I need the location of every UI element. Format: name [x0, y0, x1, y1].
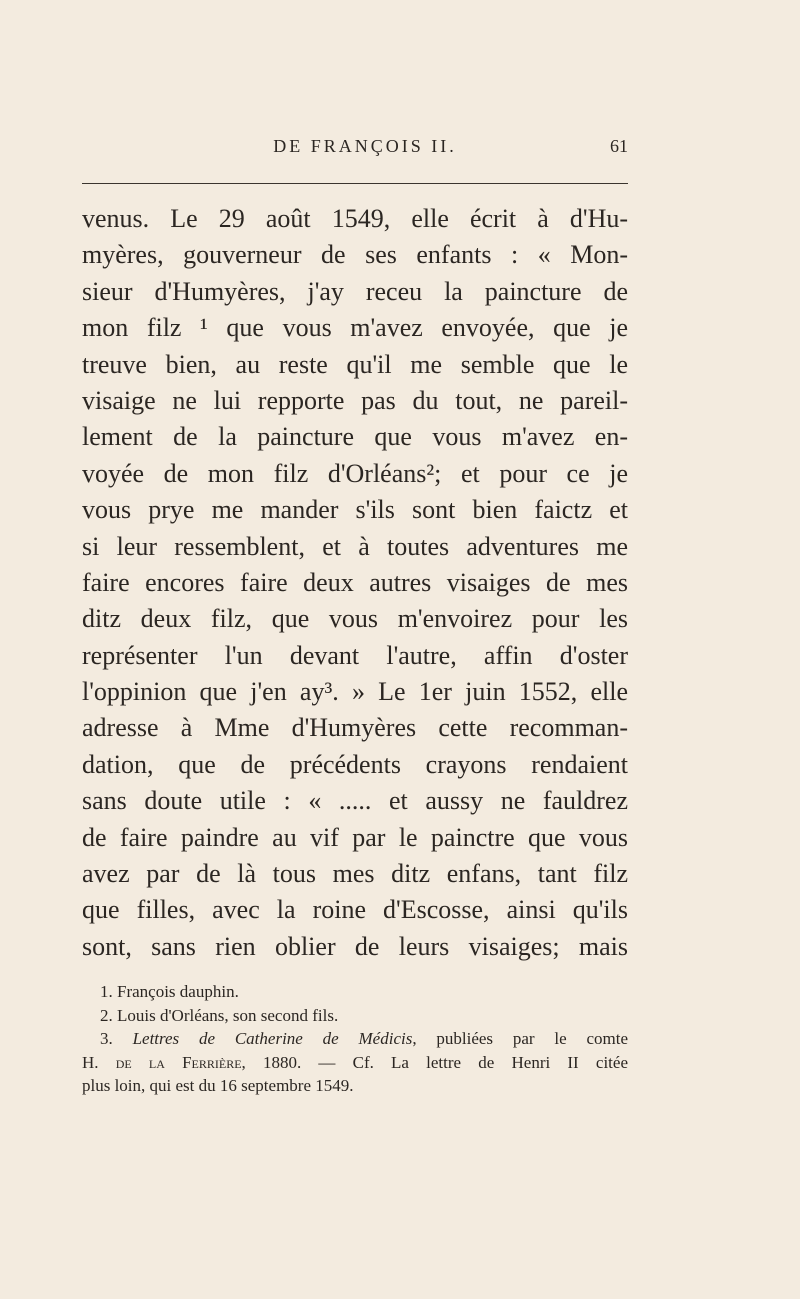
body-line: de faire paindre au vif par le painctre que vous: [82, 822, 628, 852]
footnote-3-author: de la Ferrière: [115, 1052, 242, 1072]
footnote-3-line-1: [82, 1027, 628, 1051]
body-text: [82, 201, 628, 965]
footnote-3-text-a: , publiées par le comte: [412, 1029, 629, 1049]
body-line: représenter l'un devant l'autre, affin d'oster: [82, 640, 628, 670]
header-rule: [82, 183, 628, 184]
body-line: si leur ressemblent, et à toutes adventures me: [82, 531, 628, 561]
footnote-3-book-title: Lettres de Catherine de Médicis: [132, 1029, 413, 1049]
body-line: l'oppinion que j'en ay³. » Le 1er juin 1552, elle: [82, 677, 628, 707]
body-line: adresse à Mme d'Humyères cette recomman-: [82, 713, 628, 743]
body-line: sans doute utile : « ..... et aussy ne fauldrez: [82, 786, 628, 816]
footnotes: [82, 980, 628, 1098]
body-line: vous prye me mander s'ils sont bien faictz et: [82, 495, 628, 525]
body-line: ditz deux filz, que vous m'envoirez pour les: [82, 604, 628, 634]
body-line: sont, sans rien oblier de leurs visaiges; mais: [82, 931, 628, 961]
footnote-2: 2. Louis d'Orléans, son second fils.: [100, 1005, 339, 1025]
body-line: visaige ne lui repporte pas du tout, ne pareil-: [82, 385, 628, 415]
body-line: mon filz ¹ que vous m'avez envoyée, que je: [82, 313, 628, 343]
body-line: voyée de mon filz d'Orléans²; et pour ce je: [82, 458, 628, 488]
footnote-3-line-3: plus loin, qui est du 16 septembre 1549.: [82, 1076, 354, 1096]
footnote-3-line-2: [82, 1051, 628, 1075]
body-line: que filles, avec la roine d'Escosse, ainsi qu'ils: [82, 895, 628, 925]
body-line: myères, gouverneur de ses enfants : « Mon-: [82, 240, 628, 270]
footnote-3-initial: H.: [82, 1052, 116, 1072]
page-header: [82, 136, 628, 166]
footnote-1: 1. François dauphin.: [100, 982, 239, 1001]
body-line: faire encores faire deux autres visaiges de mes: [82, 567, 628, 597]
body-line: avez par de là tous mes ditz enfans, tant filz: [82, 859, 628, 889]
body-line: lement de la paincture que vous m'avez en-: [82, 422, 628, 452]
body-line: sieur d'Humyères, j'ay receu la paincture de: [82, 276, 628, 306]
body-line: dation, que de précédents crayons rendaient: [82, 749, 628, 779]
footnote-3-number: 3.: [100, 1029, 133, 1049]
body-line: venus. Le 29 août 1549, elle écrit à d'Hu-: [82, 204, 628, 233]
footnote-3-text-b: , 1880. — Cf. La lettre de Henri II citée: [241, 1052, 628, 1072]
page-number: 61: [610, 136, 628, 156]
running-title: DE FRANÇOIS II.: [273, 136, 457, 156]
body-line: treuve bien, au reste qu'il me semble que le: [82, 349, 628, 379]
